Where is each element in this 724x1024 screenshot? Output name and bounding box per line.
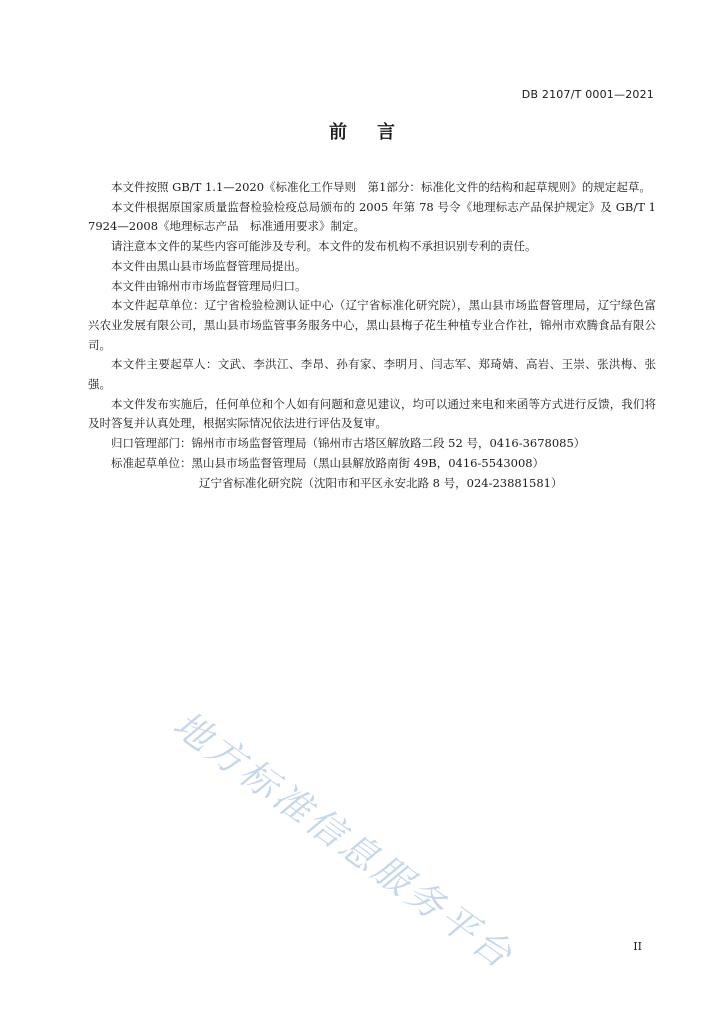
document-code: DB 2107/T 0001—2021 (521, 88, 654, 101)
paragraph-proposer: 本文件由黑山县市场监督管理局提出。 (111, 258, 307, 273)
paragraph-feedback: 本文件发布实施后，任何单位和个人如有问题和意见建议，均可以通过来电和来函等方式进行反馈，我们将及时答复并认真处理，根据实际情况依法进行评估及复审。 (88, 396, 656, 431)
paragraph-patent-notice: 请注意本文件的某些内容可能涉及专利。本文件的发布机构不承担识别专利的责任。 (111, 239, 537, 254)
paragraph-drafting-rules: 本文件按照 GB/T 1.1—2020《标准化工作导则 第1部分：标准化文件的结构和起草规则》的规定起草。 (111, 180, 651, 194)
paragraph-management-dept: 归口管理部门：锦州市市场监督管理局（锦州市古塔区解放路二段 52 号，0416-3678085） (111, 436, 586, 451)
page-title: 前言 (329, 122, 425, 143)
paragraph-drafting-units: 本文件起草单位：辽宁省检验检测认证中心（辽宁省标准化研究院），黑山县市场监督管理局，辽宁绿色富兴农业发展有限公司，黑山县市场监管事务服务中心，黑山县梅子花生种植专业合作社，锦州市欢腾食品有限公司。 (88, 298, 656, 352)
paragraph-drafting-unit-contact-2: 辽宁省标准化研究院（沈阳市和平区永安北路 8 号，024-23881581） (199, 475, 563, 490)
paragraph-centralized-by: 本文件由锦州市市场监督管理局归口。 (111, 278, 307, 293)
paragraph-drafting-unit-contact: 标准起草单位：黑山县市场监督管理局（黑山县解放路南街 49B，0416-5543008） (111, 455, 545, 470)
watermark: 地方标准信息服务平台 (165, 702, 523, 979)
foreword-body (88, 178, 656, 493)
paragraph-drafters: 本文件主要起草人：文武、李洪江、李昂、孙有家、李明月、闫志军、郑琦婧、高岩、王崇、张洪梅、张强。 (88, 357, 656, 392)
paragraph-basis: 本文件根据原国家质量监督检验检疫总局颁布的 2005 年第 78 号令《地理标志产品保护规定》及 GB/T 17924—2008《地理标志产品 标准通用要求》制定。 (88, 199, 656, 234)
page-number: II (633, 940, 642, 953)
